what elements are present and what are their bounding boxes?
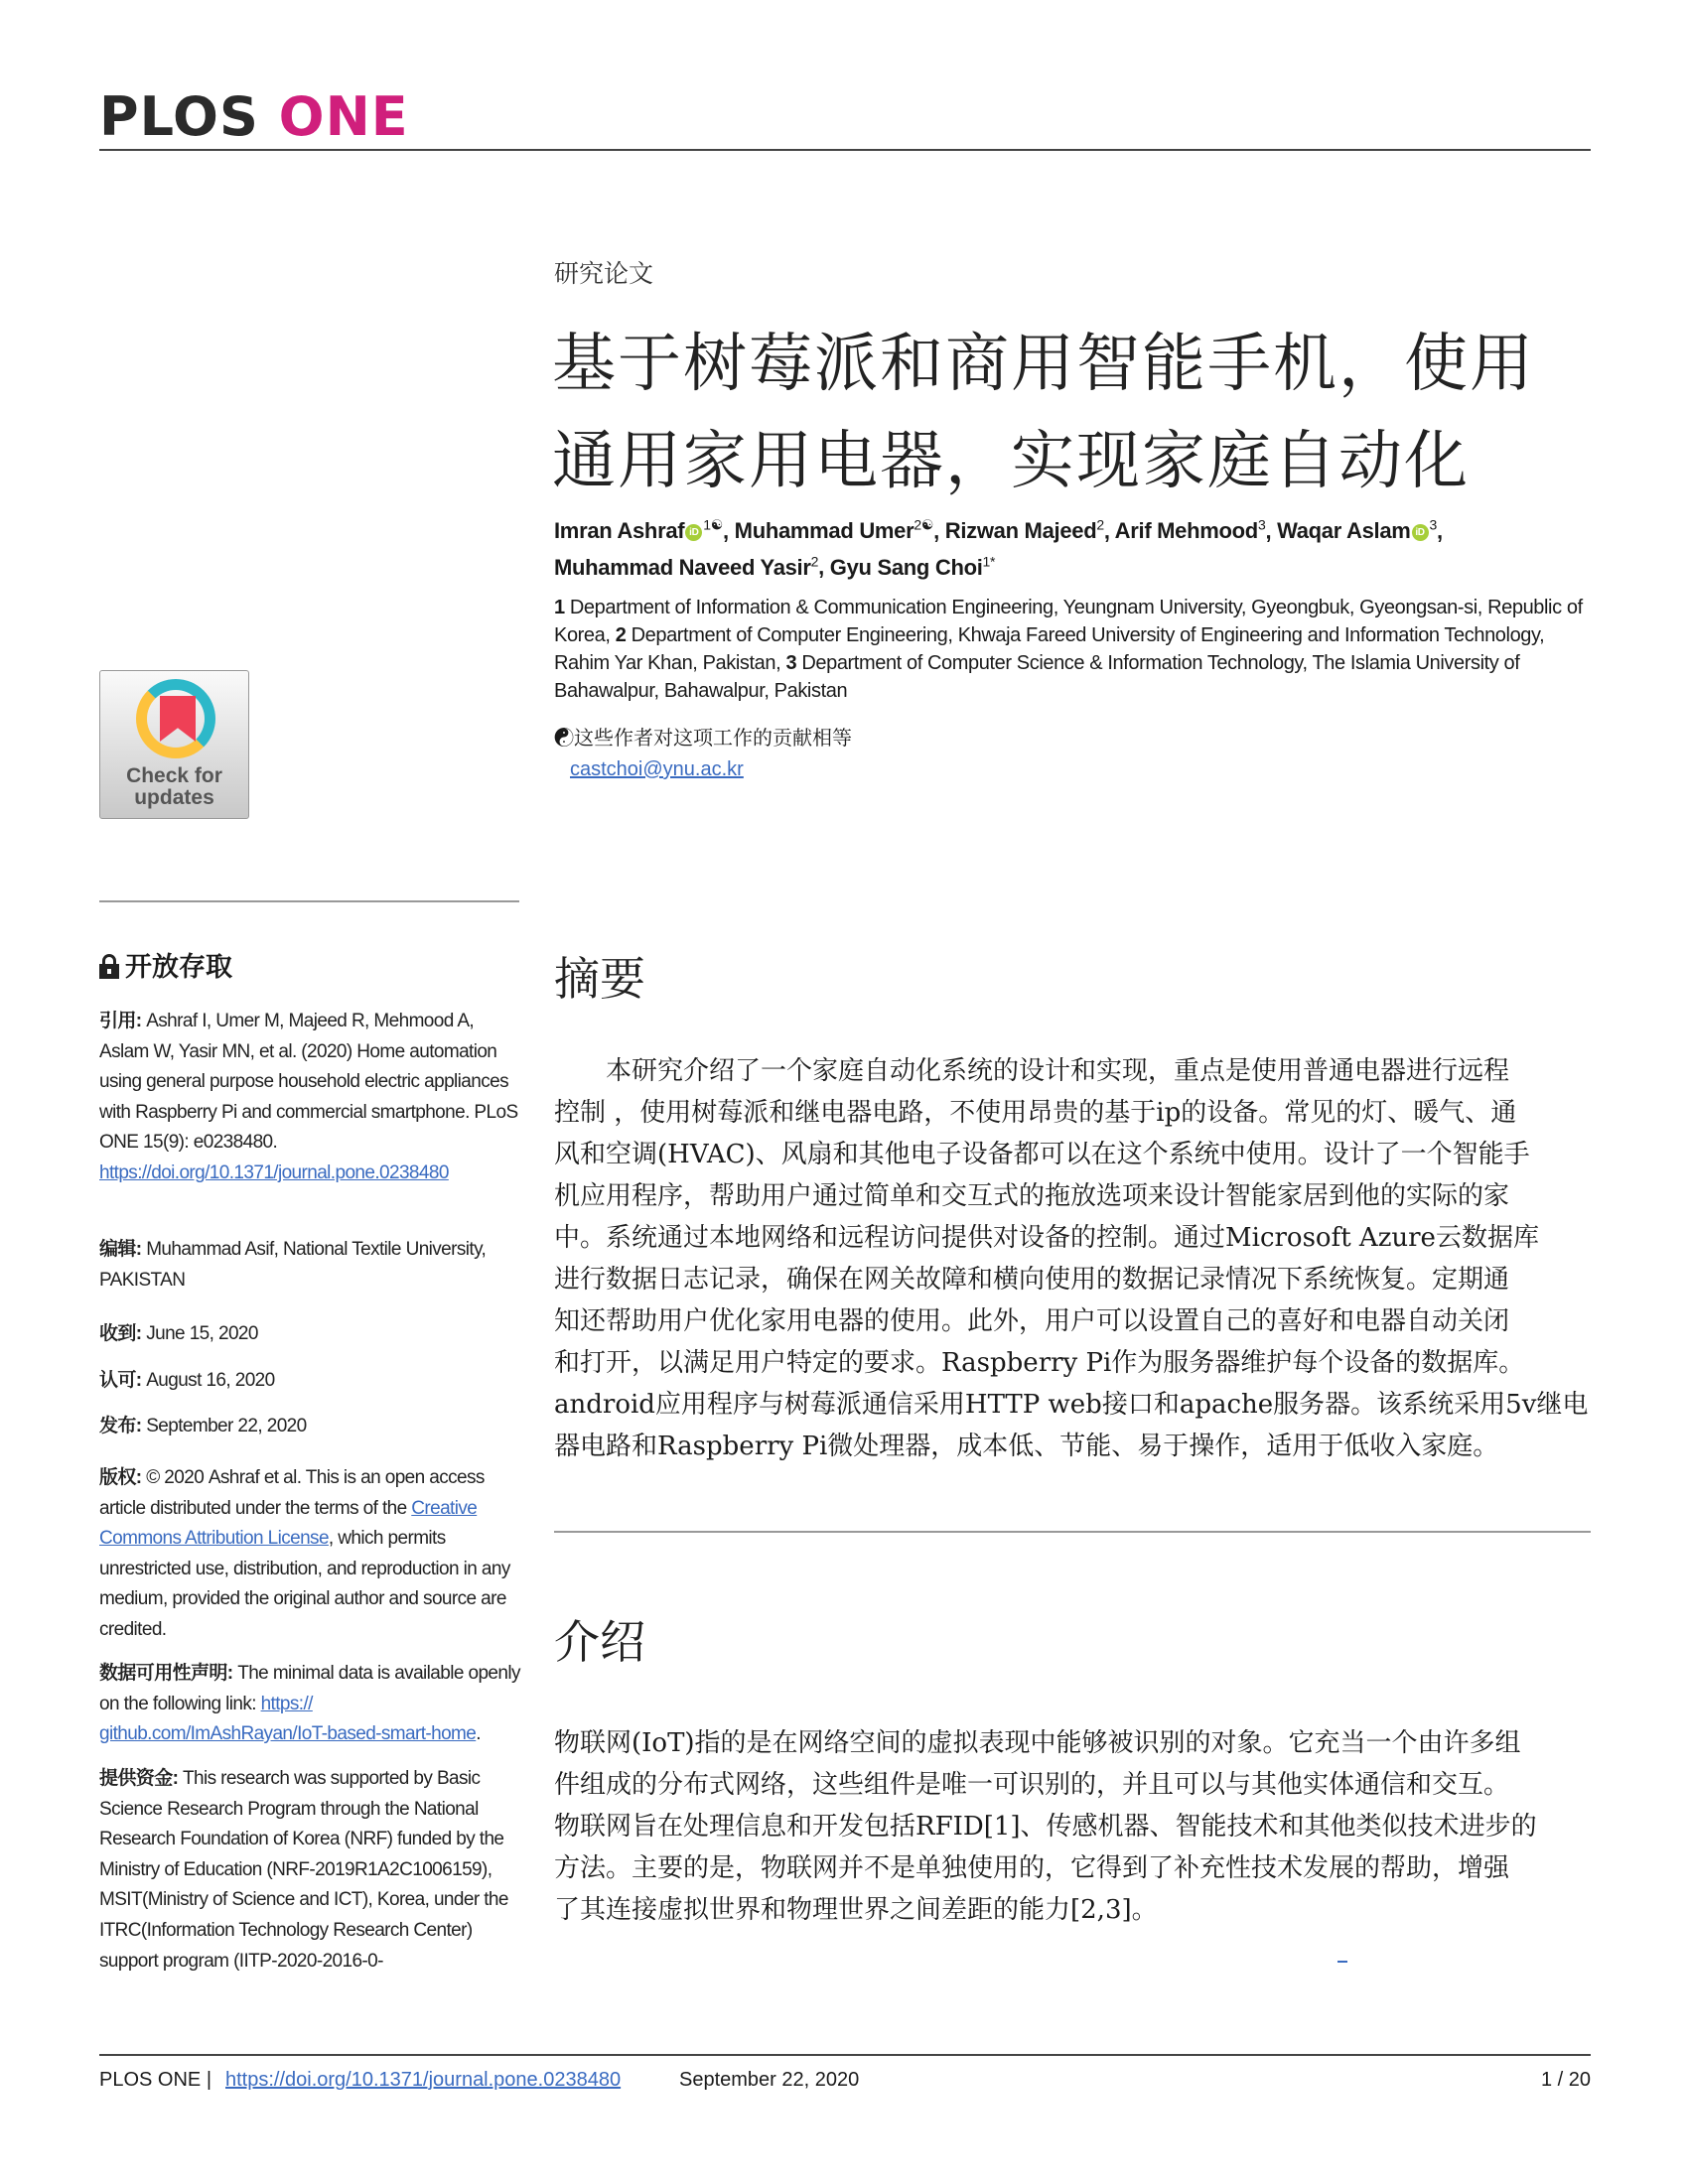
equal-contribution-icon: ☯ [554, 728, 574, 750]
check-for-updates-badge[interactable]: Check for updates [99, 670, 249, 819]
article-type: 研究论文 [554, 259, 654, 288]
author[interactable]: Muhammad Naveed Yasir$^2$ [554, 553, 819, 580]
orcid-icon[interactable]: iD [1412, 524, 1429, 541]
author[interactable]: Muhammad Umer$^{2☯}$ [734, 517, 934, 544]
title-line: 通用家用电器，实现家庭自动化 [552, 425, 1470, 498]
author[interactable]: Gyu Sang Choi$^{1*}$ [829, 553, 996, 580]
open-access-heading: 开放存取 [99, 945, 232, 984]
sidebar-divider [99, 900, 519, 902]
article-title [552, 316, 1535, 510]
author[interactable]: Waqar Aslam iD $^3$ [1277, 517, 1438, 544]
data-availability: 数据可用性声明: The minimal data is available openly on the following link: https:// github.com/ImAshRayan/IoT-based-smart-home. [99, 1663, 520, 1745]
footer-doi-link[interactable]: https://doi.org/10.1371/journal.pone.0238480 [225, 2069, 622, 2091]
author-list: Imran Ashraf iD $^{1☯}$, Muhammad Umer$^{2☯}$, Rizwan Majeed$^2$, Arif Mehmood$^3$, Waqar Aslam iD $^3$, Muhammad Naveed Yasir$^2$, Gyu Sang Choi$^{1*}$ [554, 517, 1443, 580]
doi-link[interactable]: https://doi.org/10.1371/journal.pone.0238480 [99, 1161, 449, 1183]
author[interactable]: Imran Ashraf iD $^{1☯}$ [554, 517, 724, 544]
affiliations: 1 Department of Information & Communication Engineering, Yeungnam University, Gyeongbuk, Gyeongsan-si, Republic of Korea, 2 Department of Computer Engineering, Khwaja Fareed University of Engineering and Information Technology, Rahim Yar Khan, Pakistan, 3 Department of Computer Science & Information Technology, The Islamia University of Bahawalpur, Bahawalpur, Pakistan [554, 597, 1583, 702]
footer-journal: PLOS ONE | [99, 2069, 212, 2091]
unlocked-padlock-icon [99, 954, 119, 978]
abstract-body: 本研究介绍了一个家庭自动化系统的设计和实现，重点是使用普通电器进行远程 控制 ，使用树莓派和继电器电路，不使用昂贵的基于ip的设备。常见的灯、暖气、通 风和空调(HVAC)、风扇和其他电子设备都可以在这个系统中使用。设计了一个智能手 机应用程序，帮助用户通过简单和交互式的拖放选项来设计智能家居到他的实际的家 中。系统通过本地网络和远程访问提供对设备的控制。通过Microsoft Azure云数据库 进行数据日志记录，确保在网关故障和横向使用的数据记录情况下系统恢复。定期通 知还帮助用户优化家用电器的使用。此外，用户可以设置自己的喜好和电器自动关闭 和打开，以满足用户特定的要求。Raspberry Pi作为服务器维护每个设备的数据库。 android应用程序与树莓派通信采用HTTP web接口和apache服务器。该系统采用5v继电 器电路和Raspberry Pi微处理器，成本低、节能、易于操作，适用于低收入家庭。 [554, 1056, 1589, 1461]
published-date: 发布: September 22, 2020 [99, 1416, 307, 1436]
author[interactable]: Rizwan Majeed$^2$ [944, 517, 1104, 544]
abstract-heading: 摘要 [554, 952, 645, 1006]
editor: 编辑: Muhammad Asif, National Textile University, PAKISTAN [99, 1239, 487, 1291]
author[interactable]: Arif Mehmood$^3$ [1114, 517, 1266, 544]
header-rule [99, 149, 1591, 151]
logo-one: ONE [278, 85, 409, 148]
orcid-icon[interactable]: iD [685, 524, 702, 541]
corresponding-email-link[interactable]: castchoi@ynu.ac.kr [570, 758, 744, 780]
accepted-date: 认可: August 16, 2020 [99, 1370, 275, 1391]
footer-rule [99, 2054, 1591, 2056]
github-link[interactable]: https:// github.com/ImAshRayan/IoT-based-smart-home [99, 1693, 477, 1745]
plos-one-logo [99, 85, 409, 148]
received-date: 收到: June 15, 2020 [99, 1323, 258, 1344]
section-divider [554, 1531, 1591, 1533]
link-artifact [1337, 1961, 1347, 1963]
title-line: 基于树莓派和商用智能手机，使用 [552, 328, 1535, 401]
copyright: 版权: © 2020 Ashraf et al. This is an open access article distributed under the terms of the Creative Commons Attribution License, which permits unrestricted use, distribution, and reproduction in any medium, provided the original author and source are credited. [99, 1467, 510, 1640]
citation: 引用: Ashraf I, Umer M, Majeed R, Mehmood A, Aslam W, Yasir MN, et al. (2020) Home automation using general purpose household electric appliances with Raspberry Pi and commercial smartphone. PLoS ONE 15(9): e0238480. https://doi.org/10.1371/journal.pone.0238480 [99, 1011, 518, 1183]
funding: 提供资金: This research was supported by Basic Science Research Program through the National Research Foundation of Korea (NRF) funded by the Ministry of Education (NRF-2019R1A2C1006159), MSIT(Ministry of Science and ICT), Korea, under the ITRC(Information Technology Research Center) support program (IITP-2020-2016-0- [99, 1768, 508, 1972]
introduction-body: 物联网(IoT)指的是在网络空间的虚拟表现中能够被识别的对象。它充当一个由许多组 件组成的分布式网络，这些组件是唯一可识别的，并且可以与其他实体通信和交互。 物联网旨在处理信息和开发包括RFID[1]、传感机器、智能技术和其他类似技术进步的 方法。主要的是，物联网并不是单独使用的，它得到了补充性技术发展的帮助，增强 了其连接虚拟世界和物理世界之间差距的能力[2,3]。 [554, 1728, 1537, 1925]
footer-date: September 22, 2020 [679, 2069, 860, 2091]
equal-contribution-note: ☯这些作者对这项工作的贡献相等 [554, 728, 852, 750]
license-link[interactable]: Creative Commons Attribution License [99, 1497, 478, 1550]
introduction-heading: 介绍 [554, 1615, 645, 1669]
page-number: 1 / 20 [1540, 2069, 1591, 2091]
logo-plos: PLOS [99, 85, 259, 148]
